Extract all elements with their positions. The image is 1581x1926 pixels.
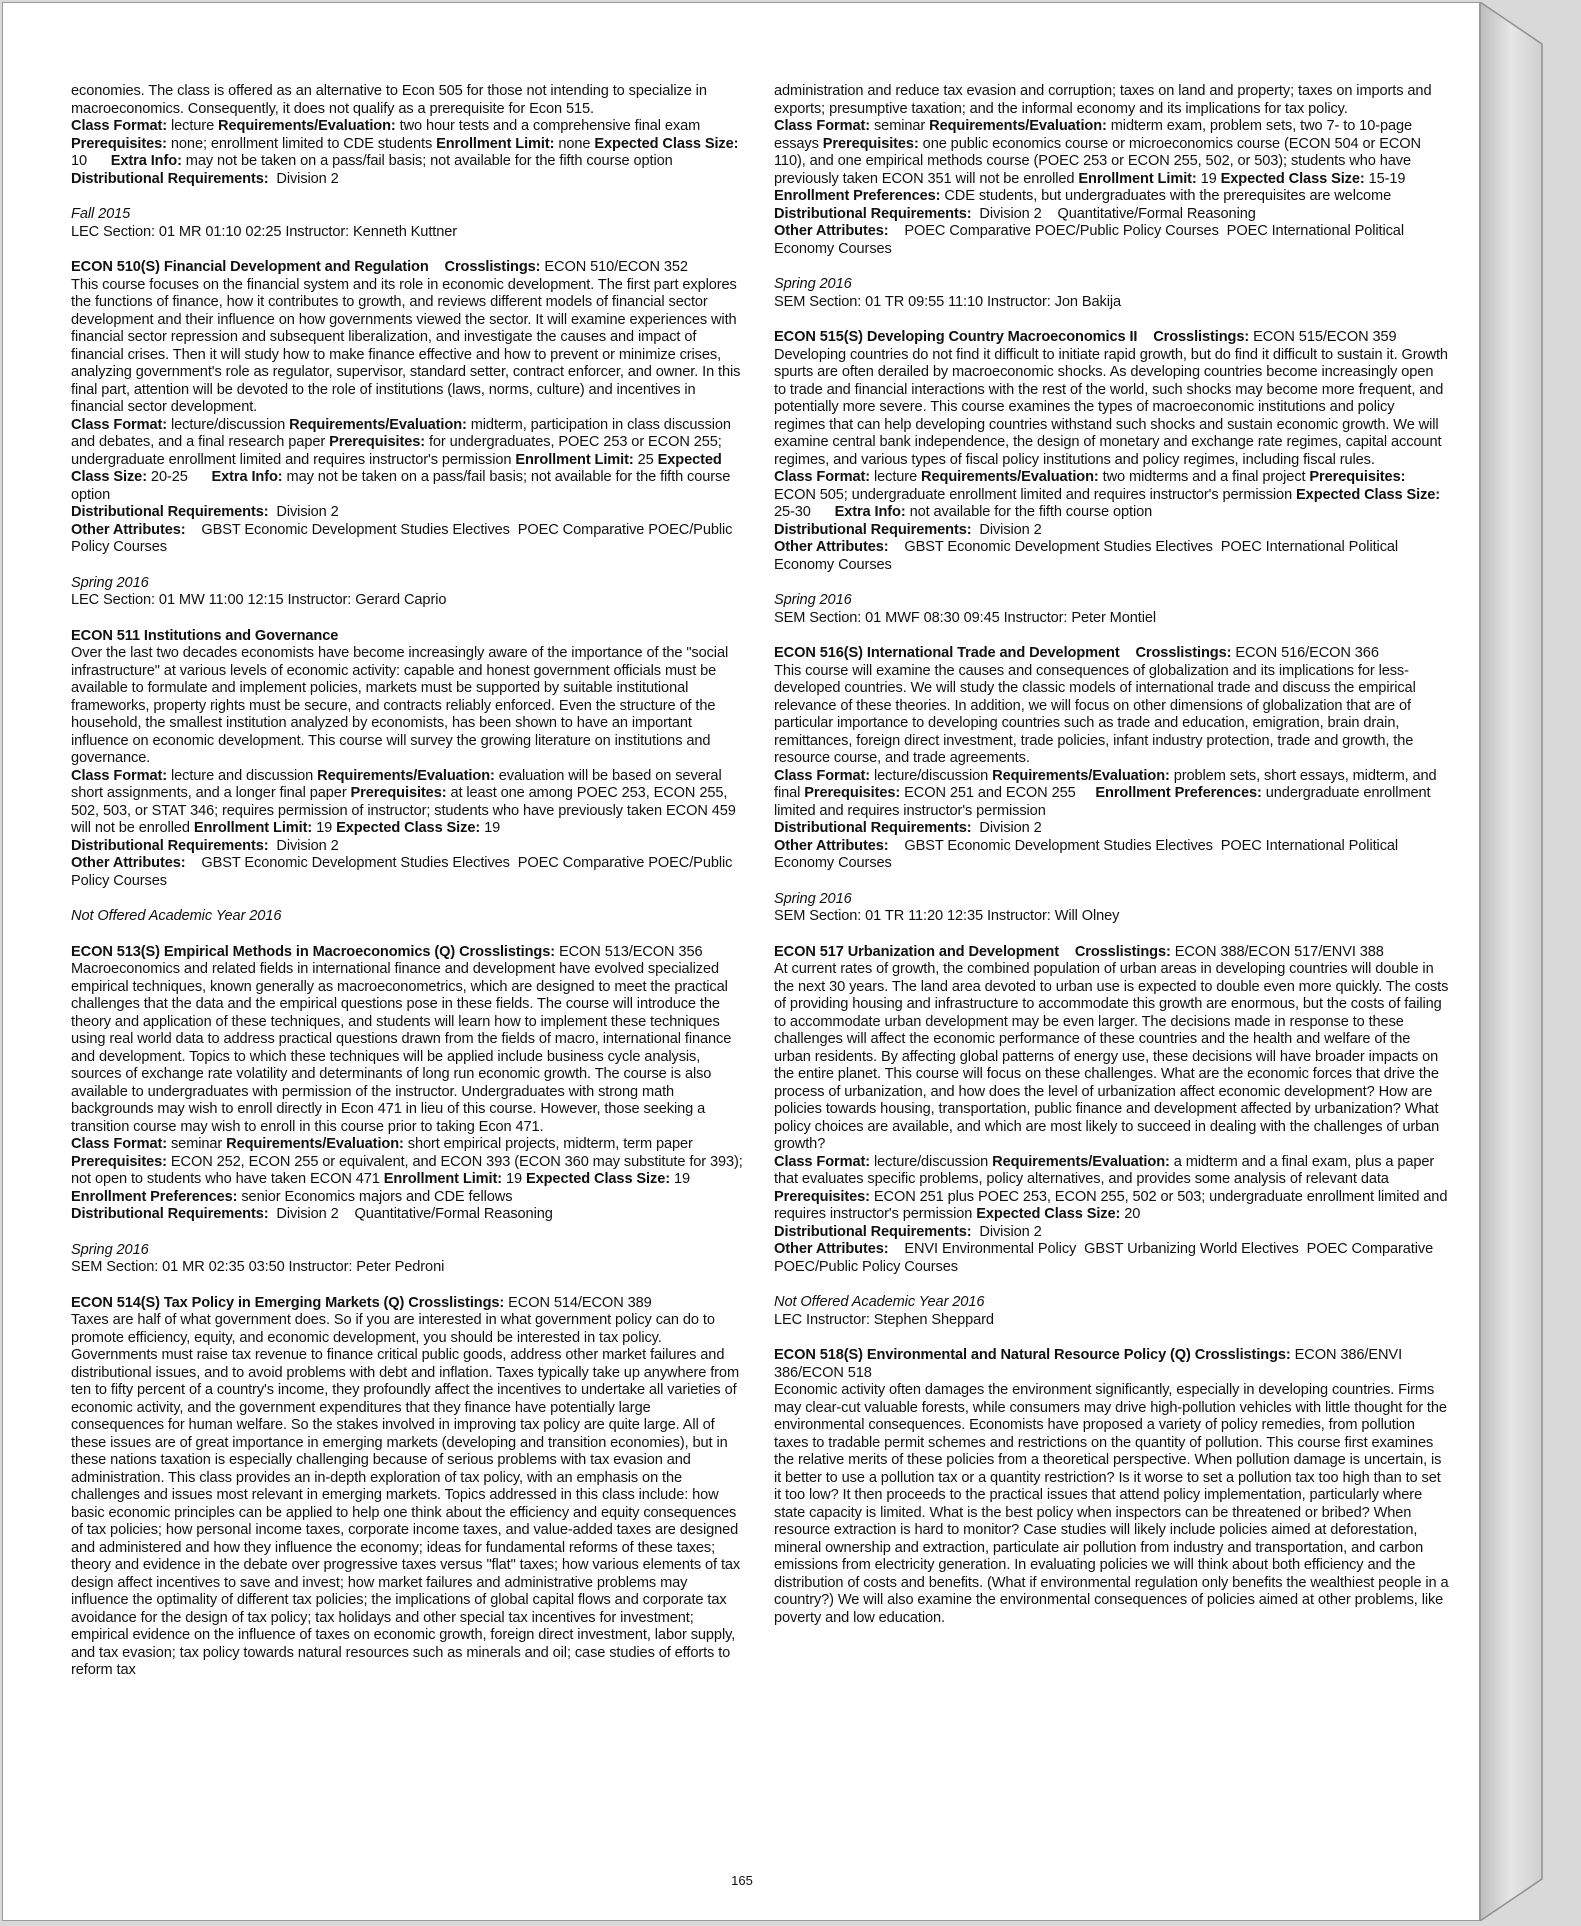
course-entry <box>774 1347 1449 1627</box>
attrs-value: GBST Economic Development Studies Electives POEC Comparative POEC/Public Policy Courses <box>71 521 737 555</box>
other-attributes <box>71 522 746 557</box>
dist-value: Division 2 <box>268 170 339 187</box>
term-label: Not Offered Academic Year 2016 <box>774 1294 985 1310</box>
course-details: Class Format: seminar Requirements/Evaluation: midterm exam, problem sets, two 7- to 10-page essays Prerequisites: one public economics course or microeconomics course (ECON 504 or ECON 110), and one empirical methods course (POEC 253 or ECON 255, 502, or 503); students who have previously taken ECON 351 will not be enrolled Enrollment Limit: 19 Expected Class Size: 15-19 Enrollment Preferences: CDE students, but undergraduates with the prerequisites are welcome <box>774 118 1421 204</box>
other-attributes <box>774 223 1449 258</box>
course-heading: ECON 513(S) Empirical Methods in Macroeconomics (Q) Crosslistings: ECON 513/ECON 356 <box>71 943 703 960</box>
page-number: 165 <box>731 1873 753 1888</box>
schedule-block <box>71 206 746 241</box>
dist-label: Distributional Requirements: <box>774 521 972 538</box>
attrs-value: POEC Comparative POEC/Public Policy Courses POEC International Political Economy Courses <box>774 223 1408 257</box>
course-heading: ECON 510(S) Financial Development and Regulation Crosslistings: ECON 510/ECON 352 <box>71 259 688 275</box>
course-heading: ECON 516(S) International Trade and Development Crosslistings: ECON 516/ECON 366 <box>774 645 1379 661</box>
section-line: LEC Instructor: Stephen Sheppard <box>774 1311 994 1328</box>
section-line: SEM Section: 01 TR 11:20 12:35 Instructor: Will Olney <box>774 908 1120 924</box>
attrs-label: Other Attributes: <box>71 855 186 871</box>
course-details: Class Format: lecture Requirements/Evaluation: two midterms and a final project Prerequisites: ECON 505; undergraduate enrollment limited and requires instructor's permission Expected Class Size: 25-30 Extra Info: not available for the fifth course option <box>774 469 1441 520</box>
left-column <box>71 83 746 1680</box>
attrs-value: ENVI Environmental Policy GBST Urbanizing World Electives POEC Comparative POEC/Public Policy Courses <box>774 1241 1438 1275</box>
section-line: SEM Section: 01 MR 02:35 03:50 Instructor: Peter Pedroni <box>71 1259 445 1275</box>
attrs-value: GBST Economic Development Studies Electives POEC International Political Economy Courses <box>774 539 1403 573</box>
other-attributes <box>774 1241 1449 1276</box>
dist-value: Division 2 Quantitative/Formal Reasoning <box>971 205 1256 222</box>
term-label: Spring 2016 <box>774 890 852 907</box>
course-heading: ECON 518(S) Environmental and Natural Resource Policy (Q) Crosslistings: ECON 386/ENVI 386/ECON 518 <box>774 1347 1403 1381</box>
schedule-block <box>774 891 1449 926</box>
schedule-block <box>774 592 1449 627</box>
term-label: Spring 2016 <box>774 592 852 608</box>
term-label: Spring 2016 <box>71 1241 149 1258</box>
course-details: Class Format: lecture/discussion Requirements/Evaluation: midterm, participation in class discussion and debates, and a final research paper Prerequisites: for undergraduates, POEC 253 or ECON 255; undergraduate enrollment limited and requires instructor's permission Enrollment Limit: 25 Expected Class Size: 20-25 Extra Info: may not be taken on a pass/fail basis; not available for the fifth course option <box>71 416 731 503</box>
course-details: Class Format: lecture/discussion Requirements/Evaluation: a midterm and a final exam, plus a paper that evaluates specific problems, policy alternatives, and provides some analysis of relevant data Prerequisites: ECON 251 plus POEC 253, ECON 255, 502 or 503; undergraduate enrollment limited and requires instructor's permission Expected Class Size: 20 <box>774 1153 1448 1222</box>
section-line: LEC Section: 01 MW 11:00 12:15 Instructor: Gerard Caprio <box>71 592 447 608</box>
schedule-block <box>71 575 746 610</box>
distribution-requirements <box>71 838 746 856</box>
dist-value: Division 2 <box>971 1223 1042 1240</box>
dist-value: Division 2 <box>268 837 339 854</box>
attrs-label: Other Attributes: <box>774 223 889 239</box>
attrs-label: Other Attributes: <box>774 837 889 854</box>
course-heading: ECON 517 Urbanization and Development Crosslistings: ECON 388/ECON 517/ENVI 388 <box>774 943 1384 960</box>
course-entry <box>774 645 1449 873</box>
distribution-requirements <box>71 171 746 189</box>
attrs-value: GBST Economic Development Studies Electives POEC Comparative POEC/Public Policy Courses <box>71 855 737 889</box>
right-column <box>774 83 1449 1627</box>
course-description: This course focuses on the financial system and its role in economic development. The first part explores the functions of finance, how it contributes to growth, and reviews different models of financial sector development and their influence on how governments viewed the sector. It will examine experiences with financial sector repression and subsequent liberalization, and investigate the causes and impact of financial crises. Then it will study how to make finance effective and how to prevent or minimize crises, analyzing government's role as regulator, supervisor, standard setter, contract enforcer, and owner. In this final part, attention will be devoted to the role of institutions (laws, norms, culture) and incentives in financial sector development. <box>71 276 741 415</box>
distribution-requirements <box>774 820 1449 838</box>
course-entry <box>71 944 746 1224</box>
course-description: This course will examine the causes and consequences of globalization and its implications for less-developed countries. We will study the classic models of international trade and discuss the empirical relevance of these theories. In addition, we will focus on other dimensions of globalization that are of particular importance to developing countries such as trade and education, emigration, brain drain, remittances, foreign direct investment, trade policies, infant industry protection, trade and growth, the resource course, and trade agreements. <box>774 662 1416 766</box>
term-label: Fall 2015 <box>71 206 131 222</box>
course-description: Over the last two decades economists have become increasingly aware of the importance of the "social infrastructure" at various levels of economic activity: capable and honest government officials must be available to formulate and implement policies, markets must be supported by suitable institutional frameworks, property rights must be secure, and contracts reliably enforced. Even the structure of the household, the smallest institution analyzed by economists, has been shown to have an important influence on economic development. This course will survey the growing literature on institutions and governance. <box>71 645 729 766</box>
course-heading: ECON 514(S) Tax Policy in Emerging Markets (Q) Crosslistings: ECON 514/ECON 389 <box>71 1294 652 1311</box>
course-details: Class Format: lecture and discussion Requirements/Evaluation: evaluation will be based on several short assignments, and a longer final paper Prerequisites: at least one among POEC 253, ECON 255, 502, 503, or STAT 346; requires permission of instructor; students who have previously taken ECON 459 will not be enrolled Enrollment Limit: 19 Expected Class Size: 19 <box>71 767 736 836</box>
other-attributes <box>774 838 1449 873</box>
course-entry <box>71 628 746 891</box>
distribution-requirements <box>774 522 1449 540</box>
schedule-block <box>71 908 746 926</box>
dist-label: Distributional Requirements: <box>71 1206 269 1222</box>
dist-label: Distributional Requirements: <box>774 1223 972 1240</box>
section-line: LEC Section: 01 MR 01:10 02:25 Instructor: Kenneth Kuttner <box>71 223 458 240</box>
attrs-label: Other Attributes: <box>71 521 186 538</box>
course-entry <box>71 1295 746 1680</box>
distribution-requirements <box>71 1206 746 1224</box>
schedule-block <box>71 1242 746 1277</box>
dist-value: Division 2 <box>971 820 1042 836</box>
dist-value: Division 2 Quantitative/Formal Reasoning <box>268 1206 553 1222</box>
course-description: Macroeconomics and related fields in international finance and development have evolved specialized empirical techniques, known generally as macroeconometrics, which are designed to meet the practical challenges that the data and the empirical questions pose in these fields. The course will introduce the theory and application of these techniques, and students will learn how to implement these techniques using real world data to address practical questions drawn from the fields of macro, international finance and development. Topics to which these techniques will be applied include business cycle analysis, sources of exchange rate volatility and determinants of long run economic growth. The course is also available to undergraduates with permission of the instructor. Undergraduates with strong math backgrounds may wish to enroll directly in Econ 471 in lieu of this course. However, those seeking a transition course may wish to enroll in this course prior to taking Econ 471. <box>71 961 732 1135</box>
attrs-value: GBST Economic Development Studies Electives POEC International Political Economy Courses <box>774 837 1403 871</box>
dist-label: Distributional Requirements: <box>774 205 972 222</box>
page-curl-shadow <box>1480 2 1550 1921</box>
course-description: At current rates of growth, the combined population of urban areas in developing countries will double in the next 30 years. The land area devoted to urban use is expected to double even more quickly. The costs of providing housing and infrastructure to accommodate this growth are enormous, but the costs of failing to accommodate urban development may be even larger. The decisions made in response to these challenges will affect the economic performance of these countries and the health and welfare of the urban residents. By affecting global patterns of energy use, these decisions will have broader impacts on the entire planet. This course will focus on these challenges. What are the economic forces that drive the process of urbanization, and how does the level of urbanization affect economic development? How are policies towards housing, transportation, public finance and development affected by urbanization? What policy choices are available, and which are most likely to succeed in dealing with the challenges of urban growth? <box>774 961 1449 1152</box>
dist-label: Distributional Requirements: <box>71 837 269 854</box>
course-description: administration and reduce tax evasion and corruption; taxes on land and property; taxes on imports and exports; presumptive taxation; and the informal economy and its implications for tax policy. <box>774 83 1432 117</box>
section-line: SEM Section: 01 MWF 08:30 09:45 Instructor: Peter Montiel <box>774 609 1157 626</box>
term-label: Not Offered Academic Year 2016 <box>71 908 282 924</box>
distribution-requirements <box>774 1224 1449 1242</box>
catalog-page <box>2 2 1480 1921</box>
course-heading: ECON 511 Institutions and Governance <box>71 627 339 644</box>
schedule-block <box>774 1294 1449 1329</box>
other-attributes <box>774 539 1449 574</box>
section-line: SEM Section: 01 TR 09:55 11:10 Instructor: Jon Bakija <box>774 293 1122 310</box>
course-entry <box>71 259 746 557</box>
course-details: Class Format: seminar Requirements/Evaluation: short empirical projects, midterm, term paper Prerequisites: ECON 252, ECON 255 or equivalent, and ECON 393 (ECON 360 may substitute for 393); not open to students who have taken ECON 471 Enrollment Limit: 19 Expected Class Size: 19 Enrollment Preferences: senior Economics majors and CDE fellows <box>71 1136 743 1205</box>
dist-value: Division 2 <box>971 521 1042 538</box>
attrs-label: Other Attributes: <box>774 1241 889 1257</box>
distribution-requirements <box>71 504 746 522</box>
course-description: Developing countries do not find it difficult to initiate rapid growth, but do find it difficult to sustain it. Growth spurts are often derailed by macroeconomic shocks. As developing countries become increasingly open to trade and financial interactions with the rest of the world, such shocks may become more frequent, and potentially more severe. This course examines the types of macroeconomic institutions and policy regimes that can help developing countries withstand such shocks and sustain economic growth. We will examine central bank independence, the design of monetary and exchange rate regimes, capital account regimes, and various types of fiscal policy institutions and policy regimes, including fiscal rules. <box>774 346 1448 468</box>
course-entry <box>774 83 1449 258</box>
dist-label: Distributional Requirements: <box>774 820 972 836</box>
course-description: Economic activity often damages the environment significantly, especially in developing countries. Firms may clear-cut valuable forests, while consumers may drive high-pollution vehicles with little thought for the environmental consequences. Economists have proposed a variety of policy remedies, from pollution taxes to tradable permit schemes and restrictions on the quantity of pollution. This course first examines the relative merits of these policies from a theoretical perspective. When pollution damage is uncertain, is it better to use a pollution tax or a quantity restriction? Is it worse to set a pollution tax too high than to set it too low? It then proceeds to the practical issues that attend policy implementation, particularly where state capacity is limited. What is the best policy when inspectors can be threatened or bribed? When resource extraction is hard to monitor? Case studies will likely include policies aimed at deforestation, mineral ownership and extraction, particulate air pollution from industry and transportation, and carbon emissions from electricity generation. In evaluating policies we will think about both efficiency and the distribution of costs and benefits. (What if environmental regulation only benefits the wealthiest people in a country?) We will also examine the environmental consequences of policies aimed at other problems, like poverty and low education. <box>774 1382 1449 1626</box>
dist-value: Division 2 <box>268 504 339 520</box>
course-entry <box>774 329 1449 574</box>
dist-label: Distributional Requirements: <box>71 504 269 520</box>
dist-label: Distributional Requirements: <box>71 170 269 187</box>
course-entry <box>774 944 1449 1277</box>
schedule-block <box>774 276 1449 311</box>
course-details: Class Format: lecture/discussion Requirements/Evaluation: problem sets, short essays, midterm, and final Prerequisites: ECON 251 and ECON 255 Enrollment Preferences: undergraduate enrollment limited and requires instructor's permission <box>774 767 1437 819</box>
distribution-requirements <box>774 206 1449 224</box>
attrs-label: Other Attributes: <box>774 539 889 555</box>
course-entry <box>71 83 746 188</box>
course-details: Class Format: lecture Requirements/Evaluation: two hour tests and a comprehensive final exam Prerequisites: none; enrollment limited to CDE students Enrollment Limit: none Expected Class Size: 10 Extra Info: may not be taken on a pass/fail basis; not available for the fifth course option <box>71 118 739 169</box>
course-description: Taxes are half of what government does. So if you are interested in what government policy can do to promote efficiency, equity, and economic development, you should be interested in tax policy. Governments must raise tax revenue to finance critical public goods, address other market failures and distributional issues, and to avoid problems with debt and inflation. Taxes typically take up anywhere from ten to fifty percent of a country's income, they profoundly affect the incentives to undertake all varieties of economic activity, and the government expenditures that they finance have potentially large consequences for human welfare. So the stakes involved in improving tax policy are quite large. All of these issues are of great importance in emerging markets (developing and transition economies), but in these nations taxation is especially challenging because of serious problems with tax evasion and administration. This class provides an in-depth exploration of tax policy, with an emphasis on the challenges and issues most relevant in emerging markets. Topics addressed in this class include: how basic economic principles can be applied to help one think about the efficiency and equity consequences of tax policies; how personal income taxes, corporate income taxes, and value-added taxes are designed and administered and how they influence the economy; ideas for fundamental reforms of these taxes; theory and evidence in the debate over progressive taxes versus "flat" taxes; how various elements of tax design affect incentives to save and invest; how market failures and administrative problems may influence the optimality of different tax policies; the implications of global capital flows and corporate tax avoidance for the design of tax policy; tax holidays and other special tax incentives for investment; empirical evidence on the influence of taxes on economic growth, foreign direct investment, labor supply, and tax evasion; tax policy towards natural resources such as minerals and oil; case studies of efforts to reform tax <box>71 1312 741 1678</box>
other-attributes <box>71 855 746 890</box>
term-label: Spring 2016 <box>774 276 852 292</box>
course-description: economies. The class is offered as an alternative to Econ 505 for those not intending to specialize in macroeconomics. Consequently, it does not qualify as a prerequisite for Econ 515. <box>71 83 707 117</box>
course-heading: ECON 515(S) Developing Country Macroeconomics II Crosslistings: ECON 515/ECON 359 <box>774 329 1397 345</box>
term-label: Spring 2016 <box>71 574 149 591</box>
